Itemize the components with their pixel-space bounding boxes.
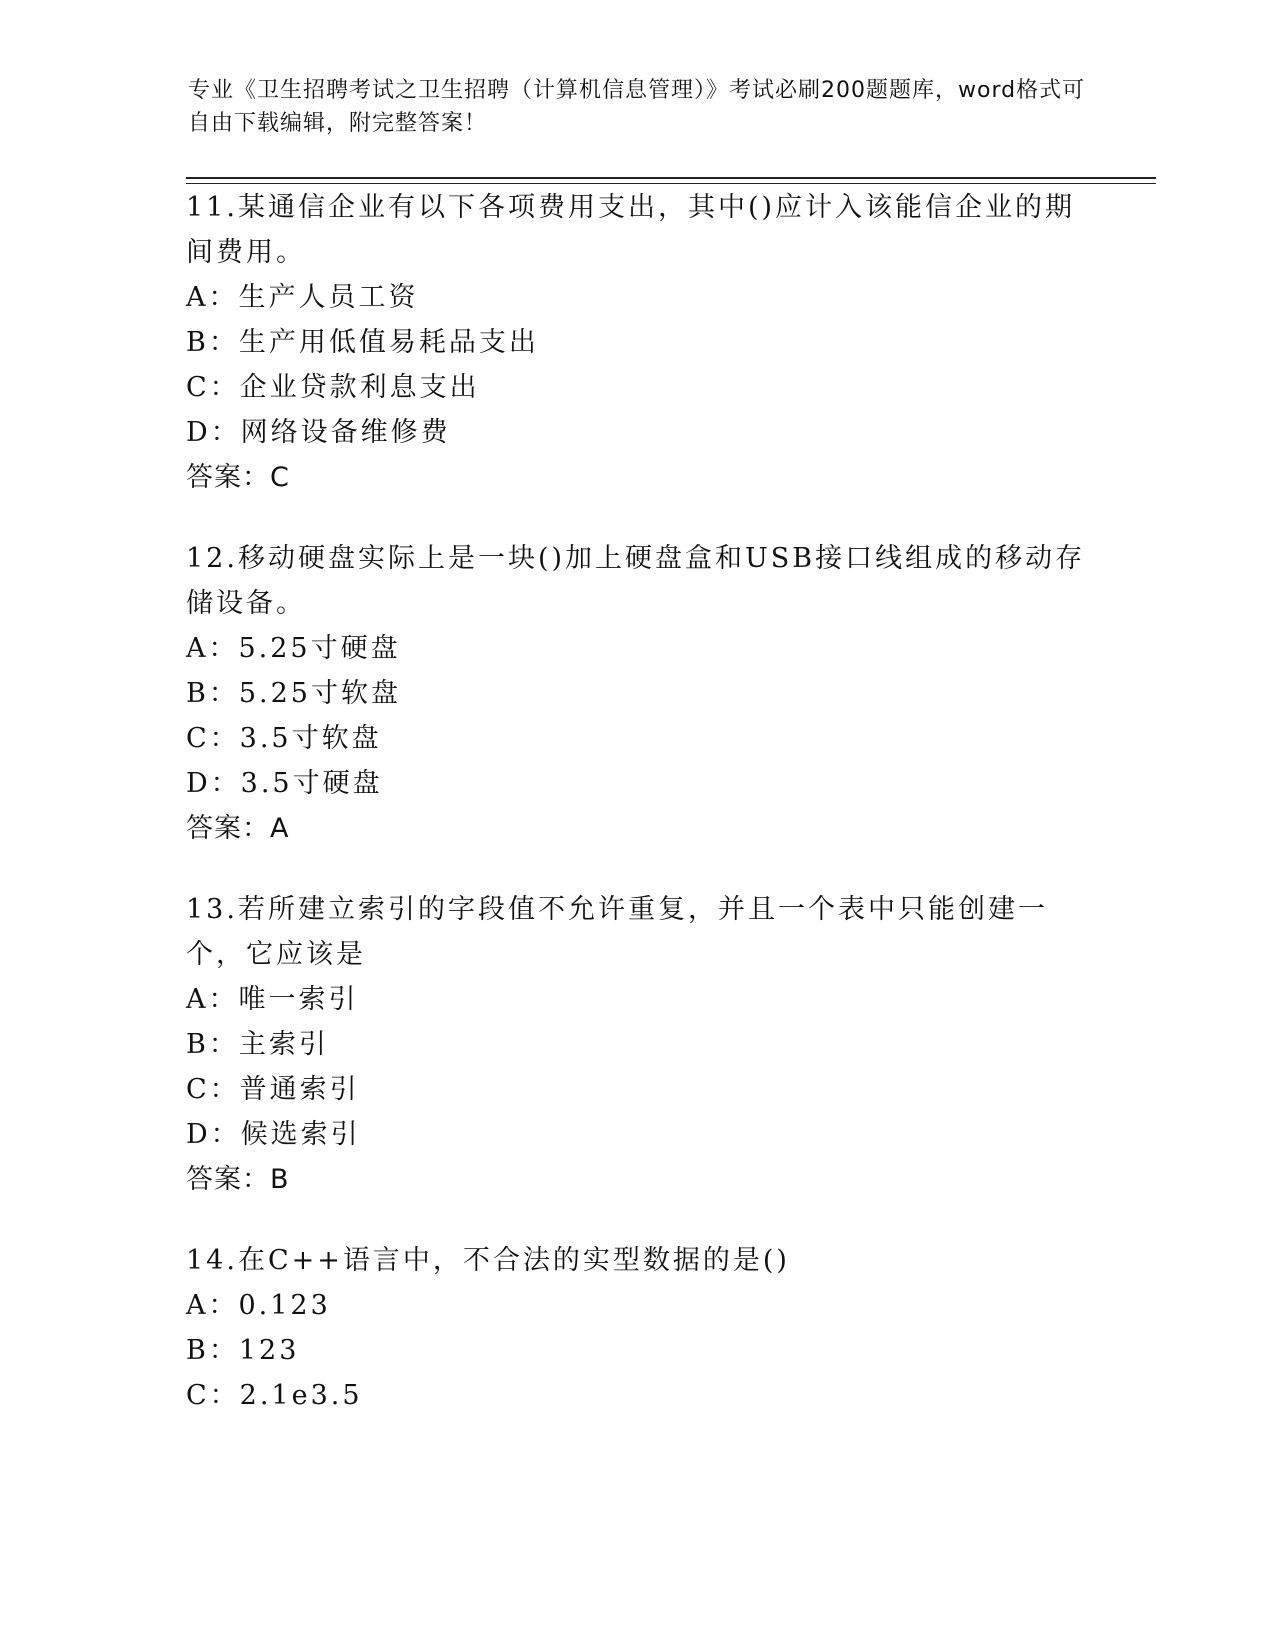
option-a: A：0.123 bbox=[186, 1290, 331, 1321]
option-c: C：3.5寸软盘 bbox=[186, 723, 382, 754]
header-divider-thick bbox=[186, 177, 1156, 179]
option-b: B：5.25寸软盘 bbox=[186, 678, 401, 709]
option-d: D：候选索引 bbox=[186, 1119, 361, 1150]
question-item bbox=[186, 887, 1086, 1202]
document-header: 专业《卫生招聘考试之卫生招聘（计算机信息管理）》考试必刷200题题库，word格式可自由下载编辑，附完整答案！ bbox=[188, 78, 1086, 136]
answer-line: 答案：C bbox=[186, 462, 290, 493]
option-b: B：生产用低值易耗品支出 bbox=[186, 327, 539, 358]
option-c: C：2.1e3.5 bbox=[186, 1380, 363, 1411]
option-d: D：3.5寸硬盘 bbox=[186, 768, 383, 799]
option-a: A：生产人员工资 bbox=[186, 282, 419, 313]
question-text: 13.若所建立索引的字段值不允许重复，并且一个表中只能创建一个，它应该是 bbox=[186, 894, 1048, 970]
option-a: A：5.25寸硬盘 bbox=[186, 633, 401, 664]
option-b: B：123 bbox=[186, 1335, 300, 1366]
option-d: D：网络设备维修费 bbox=[186, 417, 451, 448]
answer-line: 答案：B bbox=[186, 1164, 290, 1195]
option-a: A：唯一索引 bbox=[186, 984, 359, 1015]
question-item bbox=[186, 185, 1086, 500]
option-c: C：企业贷款利息支出 bbox=[186, 372, 480, 403]
question-list bbox=[186, 185, 1086, 1454]
question-text: 12.移动硬盘实际上是一块()加上硬盘盒和USB接口线组成的移动存储设备。 bbox=[186, 543, 1086, 619]
header-divider-thin bbox=[186, 183, 1156, 184]
option-b: B：主索引 bbox=[186, 1029, 329, 1060]
answer-line: 答案：A bbox=[186, 813, 290, 844]
question-item bbox=[186, 536, 1086, 851]
question-text: 11.某通信企业有以下各项费用支出，其中()应计入该能信企业的期间费用。 bbox=[186, 192, 1076, 268]
option-c: C：普通索引 bbox=[186, 1074, 360, 1105]
question-item bbox=[186, 1238, 1086, 1418]
question-text: 14.在C++语言中，不合法的实型数据的是() bbox=[186, 1245, 790, 1276]
